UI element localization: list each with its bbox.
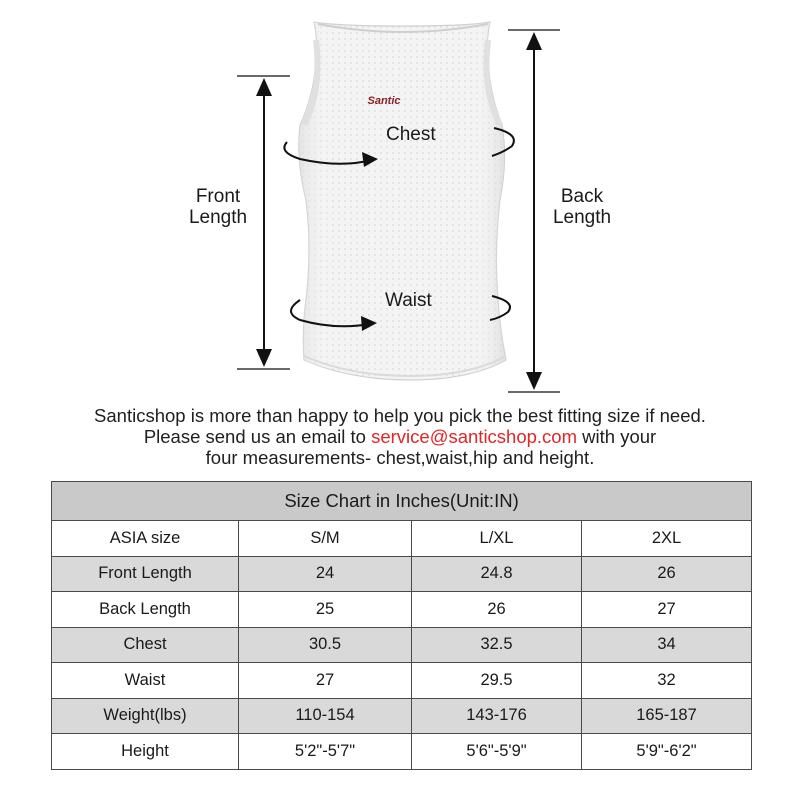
note-line-2-prefix: Please send us an email to <box>143 426 372 447</box>
table-cell: 165-187 <box>582 698 752 734</box>
row-label: Front Length <box>52 556 239 592</box>
table-cell: 30.5 <box>239 627 412 663</box>
table-cell: 27 <box>582 592 752 628</box>
header-cell: 2XL <box>582 521 752 557</box>
table-cell: 26 <box>582 556 752 592</box>
table-row-height <box>52 734 752 770</box>
row-label: Weight(lbs) <box>52 698 239 734</box>
table-cell: 143-176 <box>412 698 582 734</box>
chest-label: Chest <box>386 124 436 145</box>
table-title: Size Chart in Inches(Unit:IN) <box>52 482 752 521</box>
header-cell: S/M <box>239 521 412 557</box>
note-line-3: four measurements- chest,waist,hip and height. <box>205 447 595 468</box>
table-cell: 32 <box>582 663 752 699</box>
note-line-2-suffix: with your <box>577 426 657 447</box>
table-row-waist <box>52 663 752 699</box>
table-row-weight <box>52 698 752 734</box>
table-cell: 26 <box>412 592 582 628</box>
table-cell: 24 <box>239 556 412 592</box>
table-cell: 5'9"-6'2" <box>582 734 752 770</box>
header-cell: L/XL <box>412 521 582 557</box>
back-length-label: Back Length <box>552 186 612 228</box>
sizing-help-note <box>0 405 800 468</box>
table-cell: 25 <box>239 592 412 628</box>
row-label: Chest <box>52 627 239 663</box>
front-length-label: Front Length <box>188 186 248 228</box>
note-line-2 <box>0 426 800 447</box>
table-cell: 5'6"-5'9" <box>412 734 582 770</box>
table-cell: 5'2"-5'7" <box>239 734 412 770</box>
table-title-row <box>52 482 752 521</box>
table-header-row <box>52 521 752 557</box>
row-label: Back Length <box>52 592 239 628</box>
row-label: Height <box>52 734 239 770</box>
header-cell: ASIA size <box>52 521 239 557</box>
row-label: Waist <box>52 663 239 699</box>
support-email-link[interactable]: service@santicshop.com <box>371 426 578 447</box>
note-line-1: Santicshop is more than happy to help you pick the best fitting size if need. <box>94 405 706 426</box>
table-cell: 27 <box>239 663 412 699</box>
santic-logo: Santic <box>367 95 401 107</box>
table-cell: 110-154 <box>239 698 412 734</box>
table-row-chest <box>52 627 752 663</box>
size-chart-table <box>51 481 752 770</box>
waist-label: Waist <box>385 290 432 311</box>
table-row-front-length <box>52 556 752 592</box>
table-cell: 32.5 <box>412 627 582 663</box>
table-row-back-length <box>52 592 752 628</box>
table-cell: 34 <box>582 627 752 663</box>
table-cell: 29.5 <box>412 663 582 699</box>
table-cell: 24.8 <box>412 556 582 592</box>
